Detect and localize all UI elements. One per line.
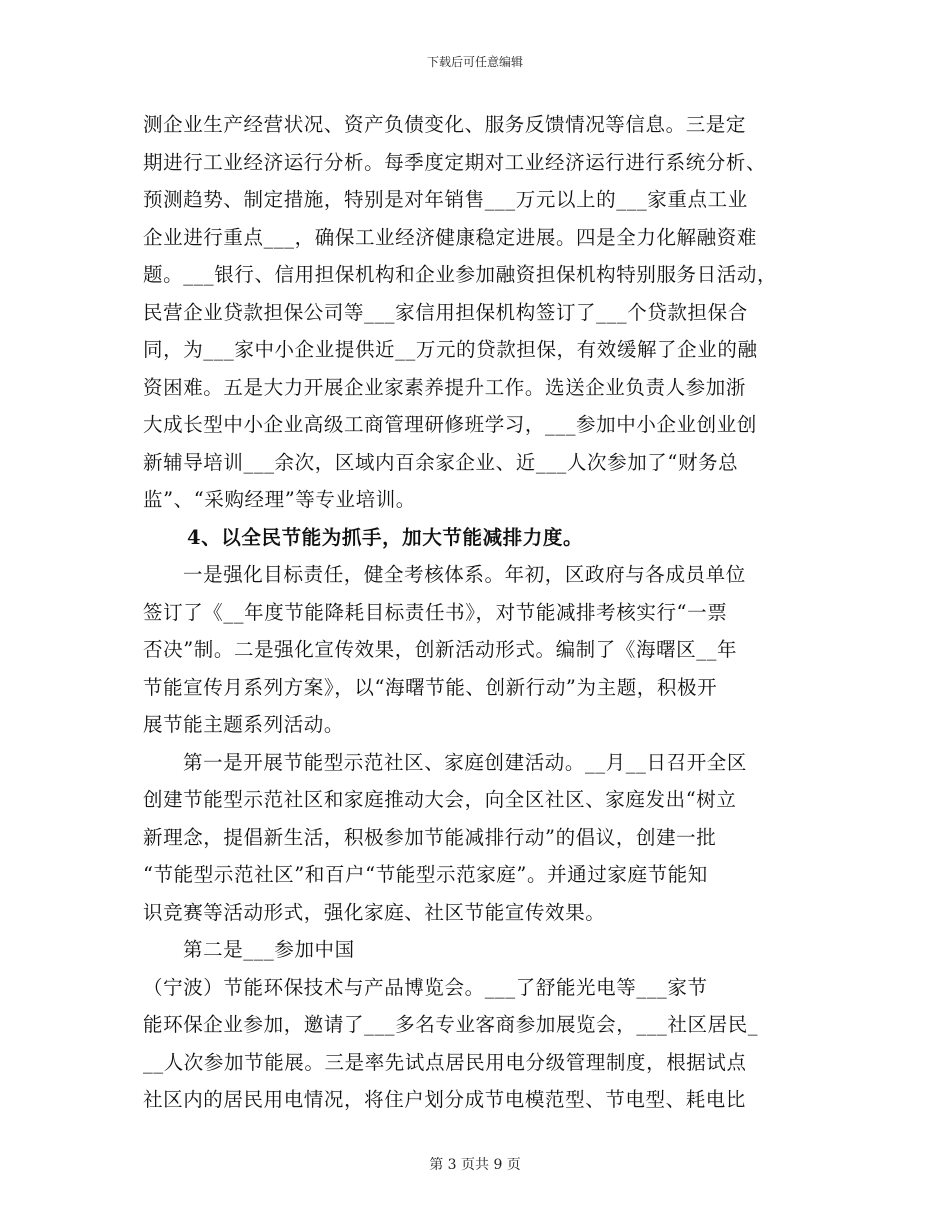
text-line: 期进行工业经济运行分析。每季度定期对工业经济运行进行系统分析、 [143,150,767,174]
text-line: 识竞赛等活动形式，强化家庭、社区节能宣传效果。 [143,900,606,924]
text-line: 否决”制。二是强化宣传效果，创新活动形式。编制了《海曙区__年 [143,638,738,661]
text-line: 新辅导培训___余次，区域内百余家企业、近___人次参加了“财务总 [143,450,739,474]
text-line: “节能型示范社区”和百户“节能型示范家庭”。并通过家庭节能知 [143,863,708,886]
text-line: 一是强化目标责任，健全考核体系。年初，区政府与各成员单位 [183,563,746,586]
page-number-footer: 第 3 页共 9 页 [429,1157,521,1173]
page-header: 下载后可任意编辑 [426,55,523,69]
text-line: 能环保企业参加，邀请了___多名专业客商参加展览会，___社区居民_ [143,1013,759,1036]
text-line: 第一是开展节能型示范社区、家庭创建活动。__月__日召开全区 [183,750,748,774]
text-line: 大成长型中小企业高级工商管理研修班学习，___参加中小企业创业创 [143,413,757,436]
text-line: 节能宣传月系列方案》，以“海曙节能、创新行动”为主题，积极开 [143,675,718,699]
text-line: 签订了《__年度节能降耗目标责任书》，对节能减排考核实行“一票 [143,600,728,624]
text-line: __人次参加节能展。三是率先试点居民用电分级管理制度，根据试点 [143,1050,747,1074]
paragraph-enterprise-services [143,106,803,519]
text-line: 民营企业贷款担保公司等___家信用担保机构签订了___个贷款担保合 [143,300,748,324]
text-line: 企业进行重点___，确保工业经济健康稳定进展。四是全力化解融资难 [143,225,757,249]
section-heading-text: 4、以全民节能为抓手，加大节能减排力度。 [187,525,584,549]
text-line: 题。___银行、信用担保机构和企业参加融资担保机构特别服务日活动， [143,263,778,286]
text-line: 第二是___参加中国 [183,938,355,961]
text-line: 资困难。五是大力开展企业家素养提升工作。选送企业负责人参加浙 [143,375,747,399]
text-line: 测企业生产经营状况、资产负债变化、服务反馈情况等信息。三是定 [143,113,747,136]
paragraph-target-responsibility [143,556,803,744]
text-line: 创建节能型示范社区和家庭推动大会，向全区社区、家庭发出“树立 [143,788,737,811]
text-line: 社区内的居民用电情况，将住户划分成节电模范型、节电型、耗电比 [143,1088,747,1111]
text-line: 同，为___家中小企业提供近__万元的贷款担保，有效缓解了企业的融 [143,338,758,361]
paragraph-model-community [143,744,803,932]
text-line: （宁波）节能环保技术与产品博览会。___了舒能光电等___家节 [143,975,708,999]
section-heading [143,519,803,557]
paragraph-expo [143,969,803,1119]
document-body [143,106,803,1119]
text-line: 监”、“采购经理”等专业培训。 [143,488,416,511]
text-line: 新理念，提倡新生活，积极参加节能减排行动”的倡议，创建一批 [143,825,717,849]
paragraph-expo-intro [143,931,803,969]
text-line: 展节能主题系列活动。 [143,713,345,736]
text-line: 预测趋势、制定措施，特别是对年销售___万元以上的___家重点工业 [143,188,748,211]
